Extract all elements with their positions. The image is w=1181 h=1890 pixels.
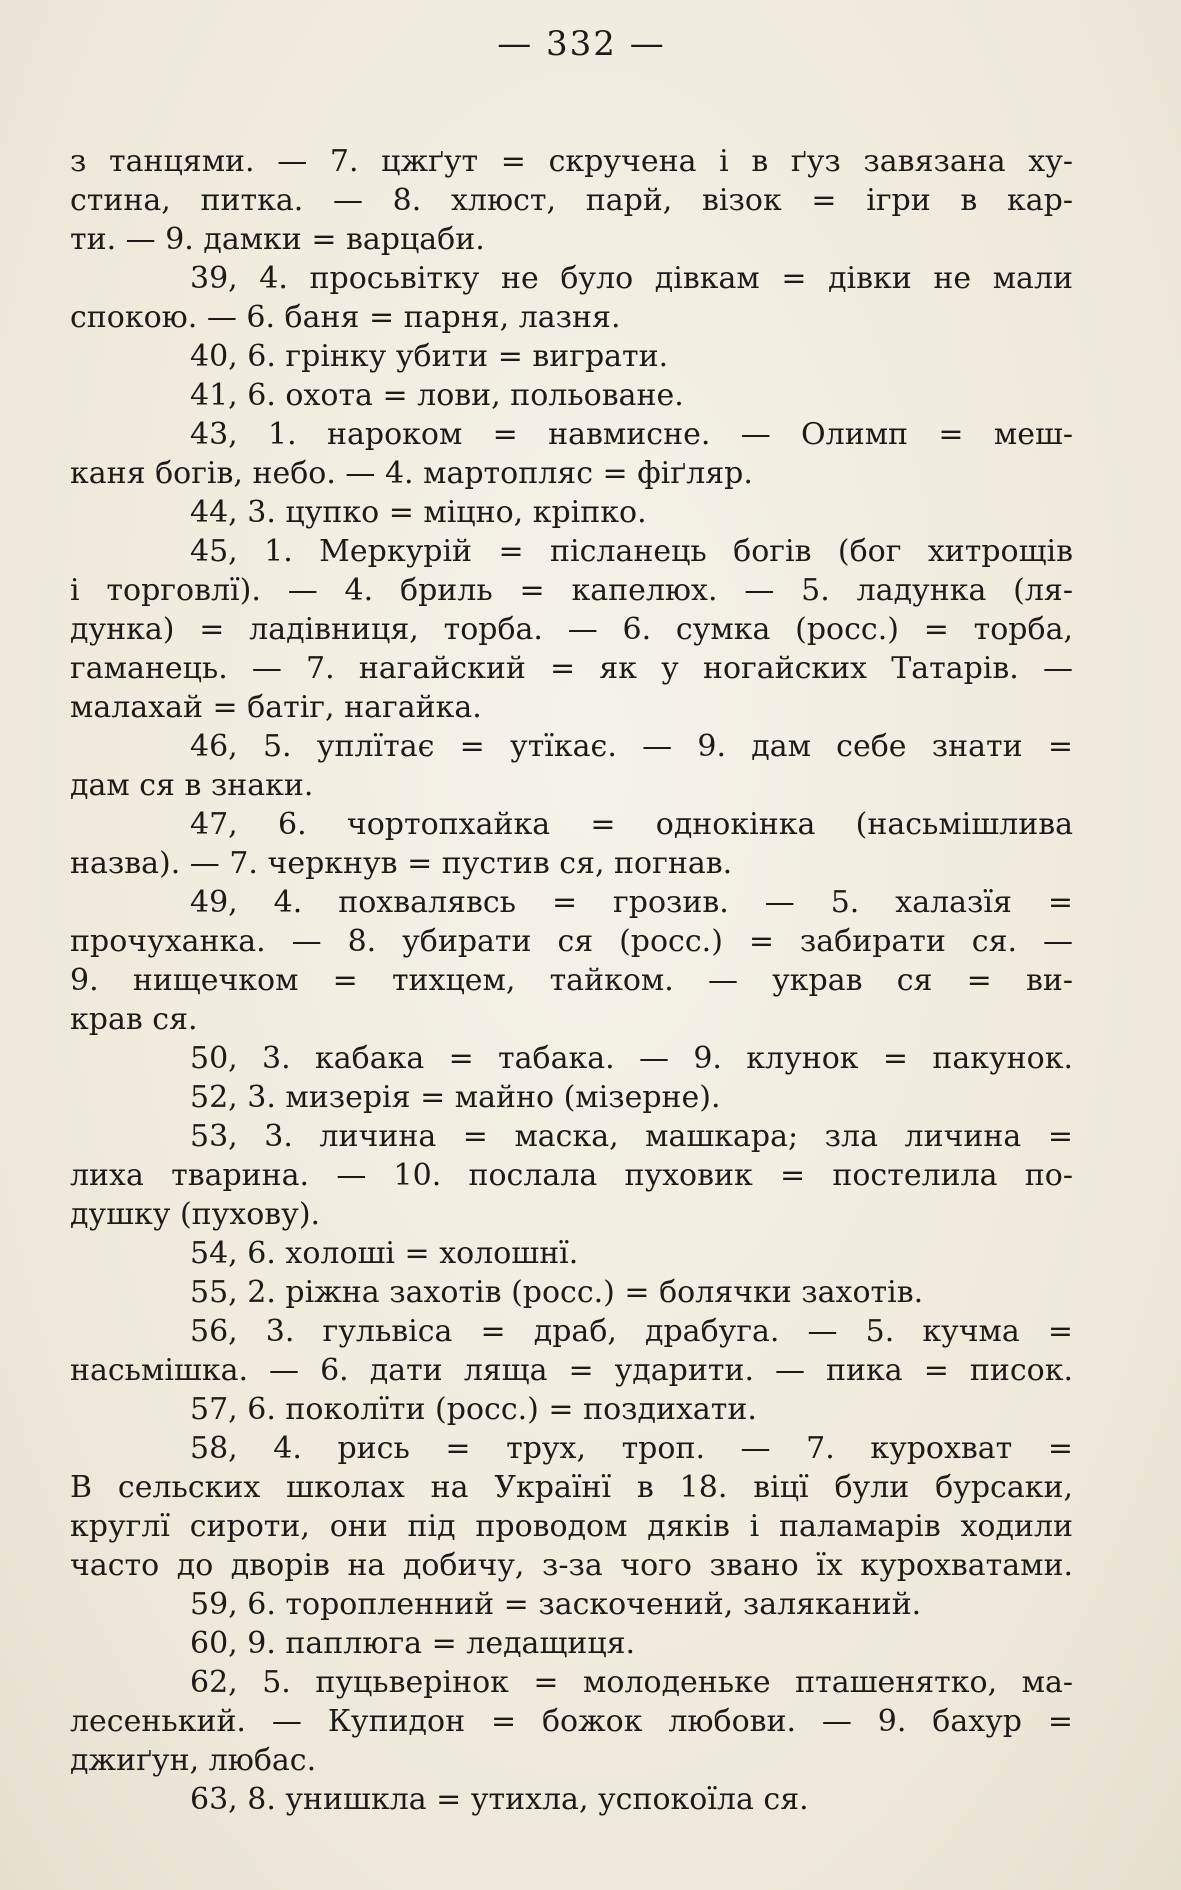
text-line: 55, 2. ріжна захотів (росс.) = болячки захотів. <box>190 1275 924 1310</box>
text-line: 49, 4. похвалявсь = грозив. — 5. халазїя = <box>190 885 1073 920</box>
text-line: 39, 4. просьвітку не було дівкам = дівки не мали <box>190 261 1073 296</box>
text-line: часто до дворів на добичу, з-за чого звано їх курохватами. <box>70 1548 1073 1583</box>
text-line: 43, 1. нароком = навмисне. — Олимп = меш- <box>190 417 1073 452</box>
text-line: ти. — 9. дамки = варцаби. <box>70 222 485 257</box>
text-line: і торговлї). — 4. бриль = капелюх. — 5. ладунка (ля- <box>70 573 1073 608</box>
text-line: 59, 6. торопленний = заскочений, заляканий. <box>190 1587 922 1622</box>
text-line: 47, 6. чортопхайка = однокінка (насьмішлива <box>190 807 1073 842</box>
text-line: дам ся в знаки. <box>70 768 314 803</box>
text-line: 52, 3. мизерія = майно (мізерне). <box>190 1080 721 1115</box>
text-line: 63, 8. унишкла = утихла, успокоїла ся. <box>190 1782 809 1817</box>
text-line: каня богів, небо. — 4. мартопляс = фіґляр. <box>70 456 753 491</box>
text-line: 58, 4. рись = трух, троп. — 7. курохват = <box>190 1431 1073 1466</box>
text-line: спокою. — 6. баня = парня, лазня. <box>70 300 621 335</box>
text-line: В сельских школах на Українї в 18. віцї були бурсаки, <box>70 1470 1073 1505</box>
text-line: малахай = батіг, нагайка. <box>70 690 482 725</box>
text-line: 41, 6. охота = лови, польоване. <box>190 378 684 413</box>
text-line: 45, 1. Меркурій = післанець богів (бог хитрощів <box>190 534 1073 569</box>
text-line: 46, 5. уплїтає = утїкає. — 9. дам себе знати = <box>190 729 1073 764</box>
text-line: насьмішка. — 6. дати ляща = ударити. — пика = писок. <box>70 1353 1073 1388</box>
page-number-header: — 332 — <box>497 24 666 64</box>
text-line: 9. нищечком = тихцем, тайком. — украв ся = ви- <box>70 963 1073 998</box>
text-line: назва). — 7. черкнув = пустив ся, погнав. <box>70 846 733 881</box>
text-line: гаманець. — 7. нагайский = як у ногайских Татарів. — <box>70 651 1073 686</box>
text-line: прочуханка. — 8. убирати ся (росс.) = забирати ся. — <box>70 924 1073 959</box>
text-line: 57, 6. поколїти (росс.) = поздихати. <box>190 1392 757 1427</box>
text-line: джиґун, любас. <box>70 1743 317 1778</box>
text-line: 54, 6. холоші = холошнї. <box>190 1236 579 1271</box>
text-line: лесенький. — Купидон = божок любови. — 9. бахур = <box>70 1704 1073 1739</box>
text-line: стина, питка. — 8. хлюст, парй, візок = ігри в кар- <box>70 183 1073 218</box>
text-line: 60, 9. паплюга = ледащиця. <box>190 1626 636 1661</box>
text-line: 40, 6. грінку убити = виграти. <box>190 339 669 374</box>
text-line: душку (пухову). <box>70 1197 321 1232</box>
text-line: 53, 3. личина = маска, машкара; зла личина = <box>190 1119 1073 1154</box>
text-line: 62, 5. пуцьверінок = молоденьке пташенятко, ма- <box>190 1665 1073 1700</box>
text-line: круглї сироти, они під проводом дяків і паламарів ходили <box>70 1509 1073 1544</box>
text-line: 44, 3. цупко = міцно, кріпко. <box>190 495 647 530</box>
text-line: з танцями. — 7. цжґут = скручена і в ґуз завязана ху- <box>70 144 1073 179</box>
text-line: лиха тварина. — 10. послала пуховик = постелила по- <box>70 1158 1073 1193</box>
text-line: крав ся. <box>70 1002 198 1037</box>
glossary-text <box>70 142 1073 1819</box>
text-line: дунка) = ладівниця, торба. — 6. сумка (росс.) = торба, <box>70 612 1073 647</box>
text-line: 56, 3. гульвіса = драб, драбуга. — 5. кучма = <box>190 1314 1073 1349</box>
text-line: 50, 3. кабака = табака. — 9. клунок = пакунок. <box>190 1041 1073 1076</box>
